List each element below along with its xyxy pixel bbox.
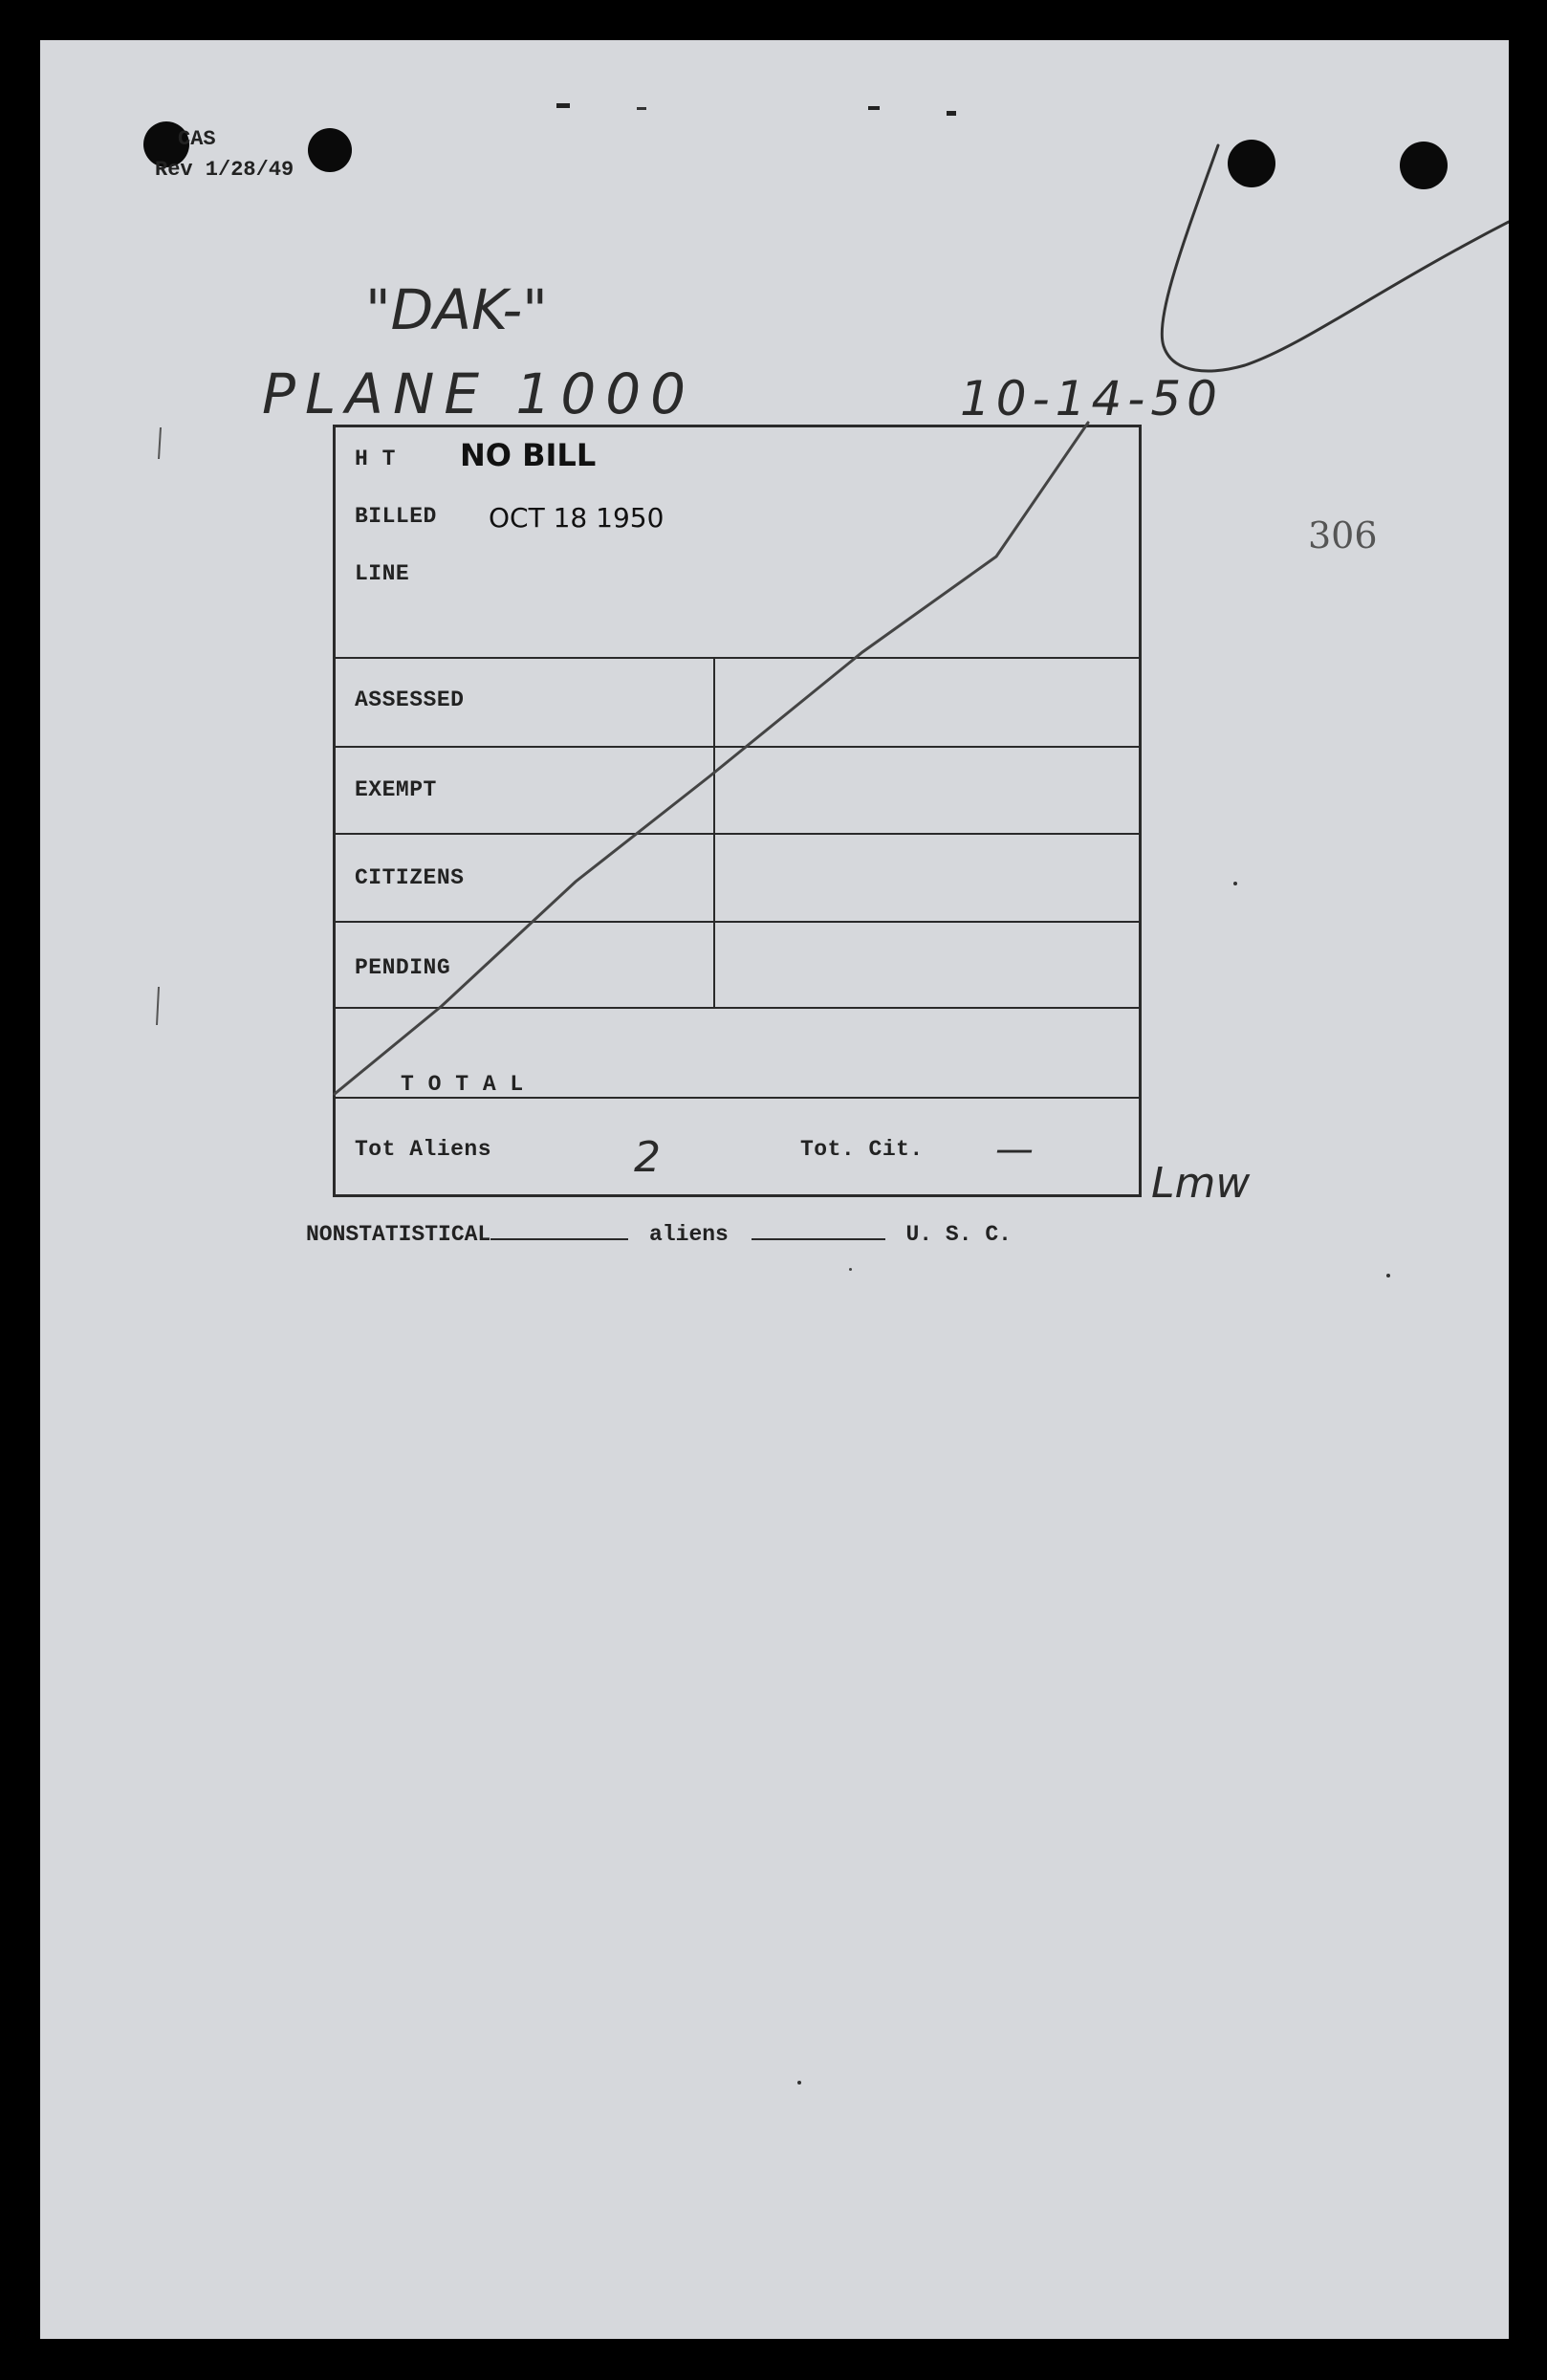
row-label-exempt: EXEMPT [355, 777, 437, 802]
handwritten-date: 10-14-50 [960, 371, 1223, 426]
aliens-label: aliens [649, 1222, 729, 1247]
cancel-stroke [335, 423, 1088, 1094]
revision-date: Rev 1/28/49 [155, 158, 294, 182]
handwritten-initials: Lmw [1151, 1159, 1251, 1208]
row-label-pending: PENDING [355, 955, 451, 980]
form-code: CAS [178, 127, 216, 151]
ht-stamp: NO BILL [460, 437, 597, 473]
page-number: 306 [1308, 514, 1378, 557]
usc-label: U. S. C. [905, 1222, 1012, 1247]
speck [1386, 1274, 1390, 1277]
row-label-assessed: ASSESSED [355, 688, 465, 712]
document-page [40, 40, 1509, 2339]
left-margin-tick [159, 427, 161, 459]
pen-strokes [40, 40, 1509, 2339]
loop-stroke [1162, 145, 1509, 371]
tot-cit-value: — [995, 1127, 1034, 1171]
left-margin-tick [157, 987, 159, 1025]
billed-date-stamp: OCT 18 1950 [489, 502, 665, 534]
nonstatistical-label: NONSTATISTICAL [306, 1222, 491, 1247]
total-label: T O T A L [401, 1072, 524, 1097]
ht-label: H T [355, 447, 396, 471]
line-label: LINE [355, 561, 410, 586]
tot-aliens-value: 2 [634, 1133, 661, 1182]
speck [1233, 882, 1237, 885]
row-label-citizens: CITIZENS [355, 865, 465, 890]
billed-label: BILLED [355, 504, 437, 529]
tot-aliens-label: Tot Aliens [355, 1137, 492, 1162]
handwritten-plane-number: PLANE 1000 [262, 361, 696, 426]
speck [849, 1268, 852, 1271]
tot-cit-label: Tot. Cit. [800, 1137, 924, 1162]
handwritten-quote-word: "DAK-" [365, 277, 548, 342]
speck [797, 2081, 801, 2085]
